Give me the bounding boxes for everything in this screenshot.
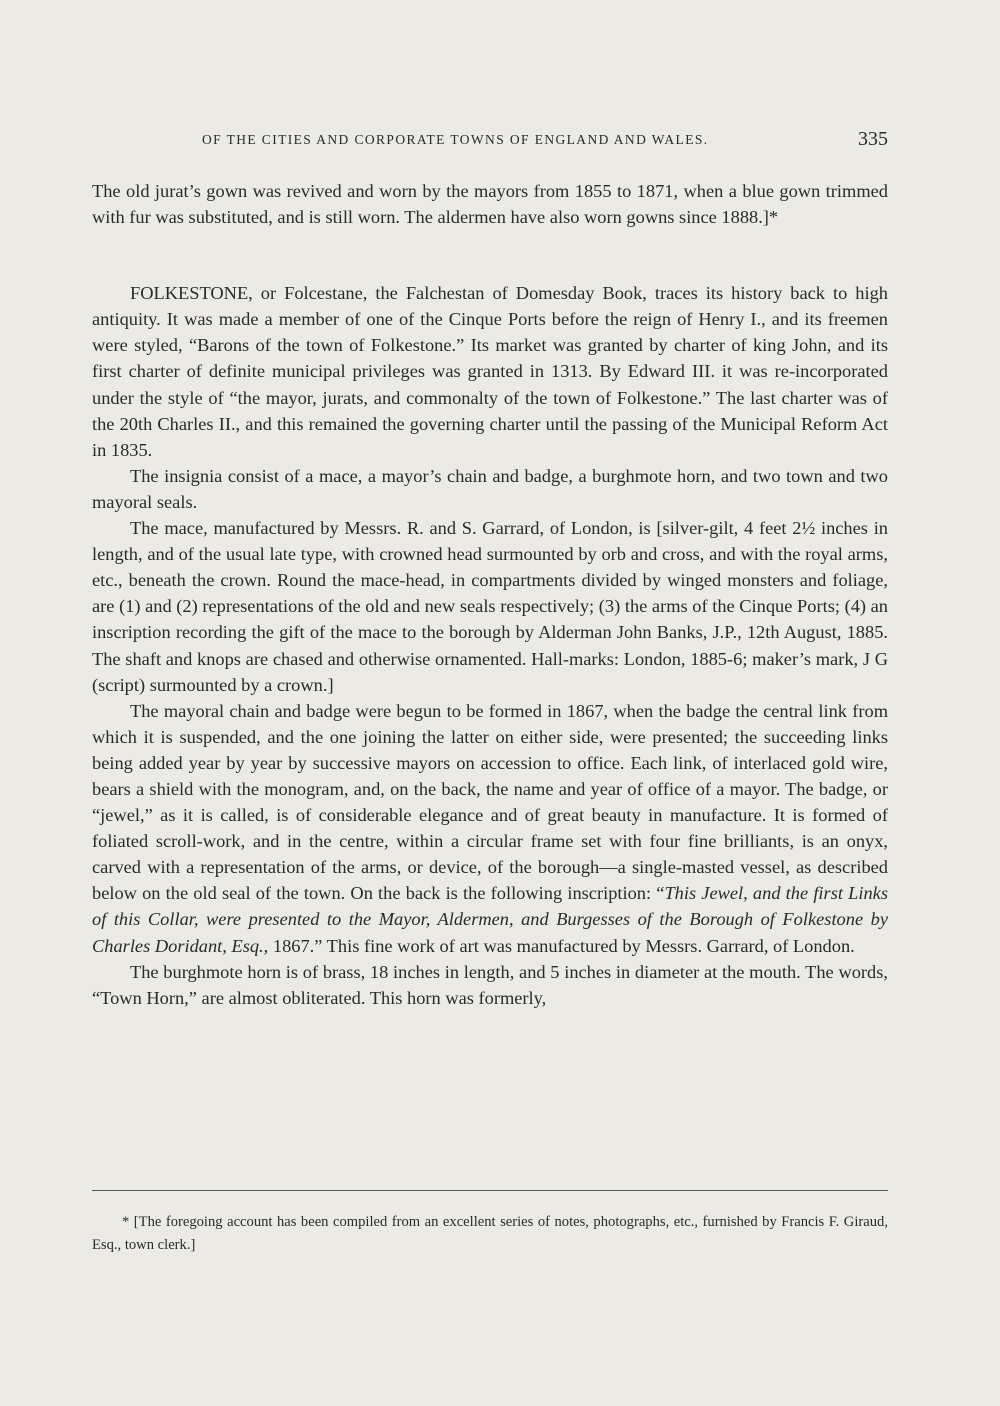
footnote-rule <box>92 1190 888 1191</box>
inscription-text: This Jewel, and the first Links of this Collar, were presented to the Mayor, Aldermen, and Burgesses of the Borough of Folkestone by Charles Doridant, Esq. <box>92 883 888 956</box>
paragraph-burghmote-horn: The burghmote horn is of brass, 18 inches in length, and 5 inches in diameter at the mouth. The words, “Town Horn,” are almost obliterated. This horn was formerly, <box>92 961 888 1008</box>
paragraph-folkestone-history: FOLKESTONE, or Folcestane, the Falchestan of Domesday Book, traces its history back to high antiquity. It was made a member of one of the Cinque Ports before the reign of Henry I., and its freemen were styled, “Barons of the town of Folkestone.” Its market was granted by charter of king John, and its first charter of definite municipal privileges was granted in 1313. By Edward III. it was re-incorporated under the style of “the mayor, jurats, and commonalty of the town of Folkestone.” The last charter was of the 20th Charles II., and this remained the governing charter until the passing of the Municipal Reform Act in 1835. <box>92 283 888 460</box>
paragraph-mace: The mace, manufactured by Messrs. R. and S. Garrard, of London, is [silver-gilt, 4 feet 2½ inches in length, and of the usual late type, with crowned head surmounted by orb and cross, and with the royal arms, etc., beneath the crown. Round the mace-head, in compartments divided by winged monsters and foliage, are (1) and (2) representations of the old and new seals respectively; (3) the arms of the Cinque Ports; (4) an inscription recording the gift of the mace to the borough by Alderman John Banks, J.P., 12th August, 1885. The shaft and knops are chased and otherwise ornamented. Hall-marks: London, 1885-6; maker’s mark, J G (script) surmounted by a crown.] <box>92 518 888 695</box>
running-title: OF THE CITIES AND CORPORATE TOWNS OF ENGLAND AND WALES. <box>202 132 709 147</box>
paragraph-chain-badge <box>92 698 888 959</box>
section-gap <box>92 230 888 280</box>
footnote-text: * [The foregoing account has been compiled from an excellent series of notes, photographs, etc., furnished by Francis F. Giraud, Esq., town clerk.] <box>92 1214 888 1253</box>
footnote <box>92 1211 888 1257</box>
body-text <box>92 178 888 1011</box>
paragraph-gown: The old jurat’s gown was revived and worn by the mayors from 1855 to 1871, when a blue gown trimmed with fur was substituted, and is still worn. The aldermen have also worn gowns since 1888.]* <box>92 181 888 228</box>
page-number: 335 <box>858 128 888 150</box>
running-head <box>92 128 888 152</box>
paragraph-chain-badge-text-b: , 1867.” This fine work of art was manufactured by Messrs. Garrard, of London. <box>263 935 855 956</box>
paragraph-chain-badge-text-a: The mayoral chain and badge were begun to be formed in 1867, when the badge the central link from which it is suspended, and the one joining the latter on either side, were presented; the succeeding links being added year by year by successive mayors on accession to office. Each link, of interlaced gold wire, bears a shield with the monogram, and, on the back, the name and year of office of a mayor. The badge, or “jewel,” as it is called, is of considerable elegance and of great beauty in manufacture. It is formed of foliated scroll-work, and in the centre, within a circular frame set with four fine brilliants, is an onyx, carved with a representation of the arms, or device, of the borough—a single-masted vessel, as described below on the old seal of the town. On the back is the following inscription: “ <box>92 700 888 904</box>
paragraph-insignia: The insignia consist of a mace, a mayor’s chain and badge, a burghmote horn, and two town and two mayoral seals. <box>92 465 888 512</box>
